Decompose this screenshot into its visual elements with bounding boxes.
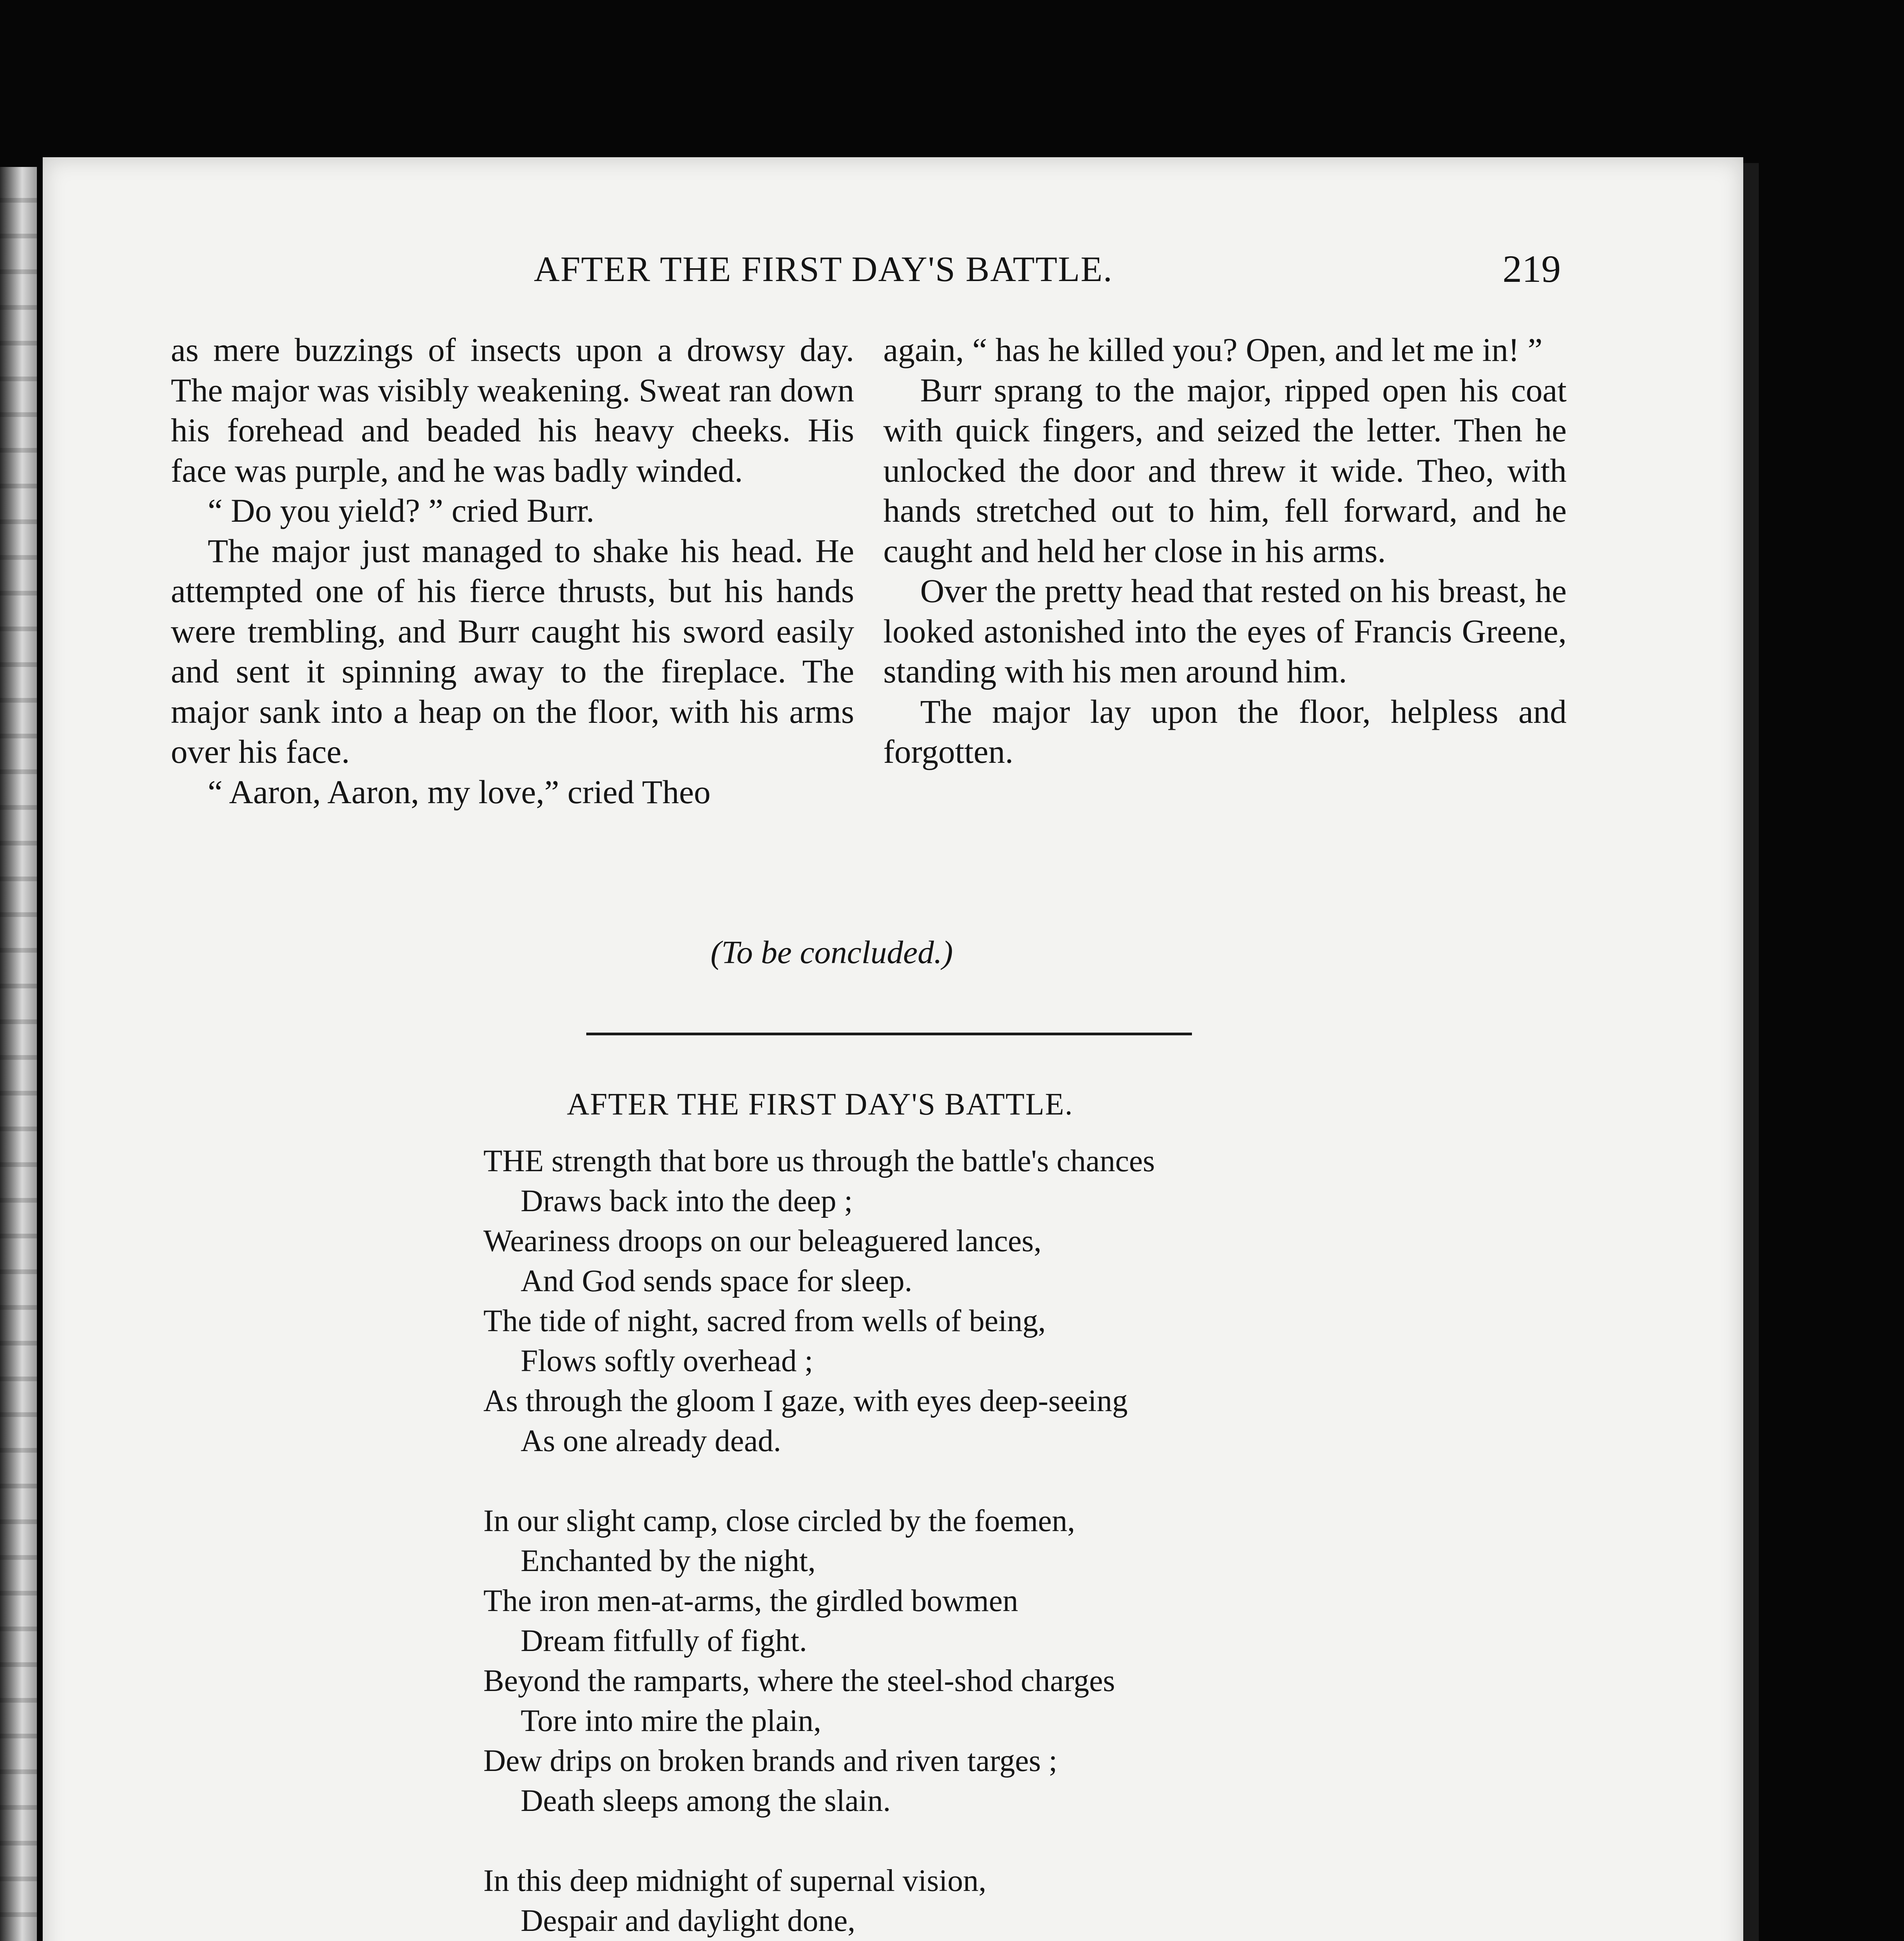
poem-line: Enchanted by the night, [521, 1544, 816, 1578]
running-title: AFTER THE FIRST DAY'S BATTLE. [534, 249, 1113, 289]
page-shadow-edge [1743, 163, 1759, 1941]
paragraph: “ Aaron, Aaron, my love,” cried Theo [208, 773, 711, 811]
poem-line: In our slight camp, close circled by the foemen, [483, 1504, 1075, 1538]
poem-stanza [483, 1141, 1570, 1461]
poem-line: The tide of night, sacred from wells of being, [483, 1304, 1046, 1338]
paragraph: The major lay upon the floor, helpless and forgotten. [883, 693, 1567, 770]
poem-line: Tore into mire the plain, [521, 1704, 822, 1738]
poem-line: Flows softly overhead ; [521, 1344, 813, 1378]
poem-stanza [483, 1501, 1570, 1821]
paragraph: The major just managed to shake his head. He attempted one of his fierce thrusts, but his hands were trembling, and Burr caught his sword easily and sent it spinning away to the fireplace. The major sank into a heap on the floor, with his arms over his face. [171, 532, 854, 770]
poem-line: As one already dead. [521, 1424, 781, 1458]
poem-line: As through the gloom I gaze, with eyes deep-seeing [483, 1384, 1128, 1418]
poem-line: Weariness droops on our beleaguered lances, [483, 1224, 1042, 1258]
story-right-column [883, 330, 1567, 772]
adjacent-page-edge [0, 167, 37, 1941]
paragraph: Burr sprang to the major, ripped open his coat with quick fingers, and seized the letter. Then he unlocked the door and threw it wide. Theo, with hands stretched out to him, fell forward, and he caught and held her close in his arms. [883, 371, 1567, 569]
paragraph: “ Do you yield? ” cried Burr. [208, 492, 594, 529]
paragraph: as mere buzzings of insects upon a drowsy day. The major was visibly weakening. Sweat ran down his forehead and beaded his heavy cheeks. His face was purple, and he was badly winded. [171, 331, 854, 489]
section-divider [586, 1033, 1192, 1035]
poem-line: THE strength that bore us through the battle's chances [483, 1144, 1155, 1178]
paragraph: again, “ has he killed you? Open, and let me in! ” [883, 331, 1543, 368]
poem-line: Despair and daylight done, [521, 1904, 855, 1938]
page-number: 219 [1503, 247, 1561, 290]
poem-line: In this deep midnight of supernal vision, [483, 1864, 987, 1898]
poem-line: The iron men-at-arms, the girdled bowmen [483, 1584, 1018, 1618]
poem-line: Death sleeps among the slain. [521, 1784, 891, 1818]
paragraph: Over the pretty head that rested on his breast, he looked astonished into the eyes of Francis Greene, standing with his men around him. [883, 572, 1567, 690]
poem-body [483, 1141, 1570, 1941]
poem-line: And God sends space for sleep. [521, 1264, 912, 1298]
poem-line: Dew drips on broken brands and riven targes ; [483, 1744, 1058, 1778]
poem-title: AFTER THE FIRST DAY'S BATTLE. [567, 1087, 1074, 1122]
poem-line: Draws back into the deep ; [521, 1184, 853, 1218]
poem-line: Beyond the ramparts, where the steel-shod charges [483, 1664, 1115, 1698]
poem-stanza [483, 1861, 1570, 1941]
to-be-concluded-note: (To be concluded.) [711, 934, 953, 970]
story-left-column [171, 330, 854, 812]
poem-line: Dream fitfully of fight. [521, 1624, 807, 1658]
